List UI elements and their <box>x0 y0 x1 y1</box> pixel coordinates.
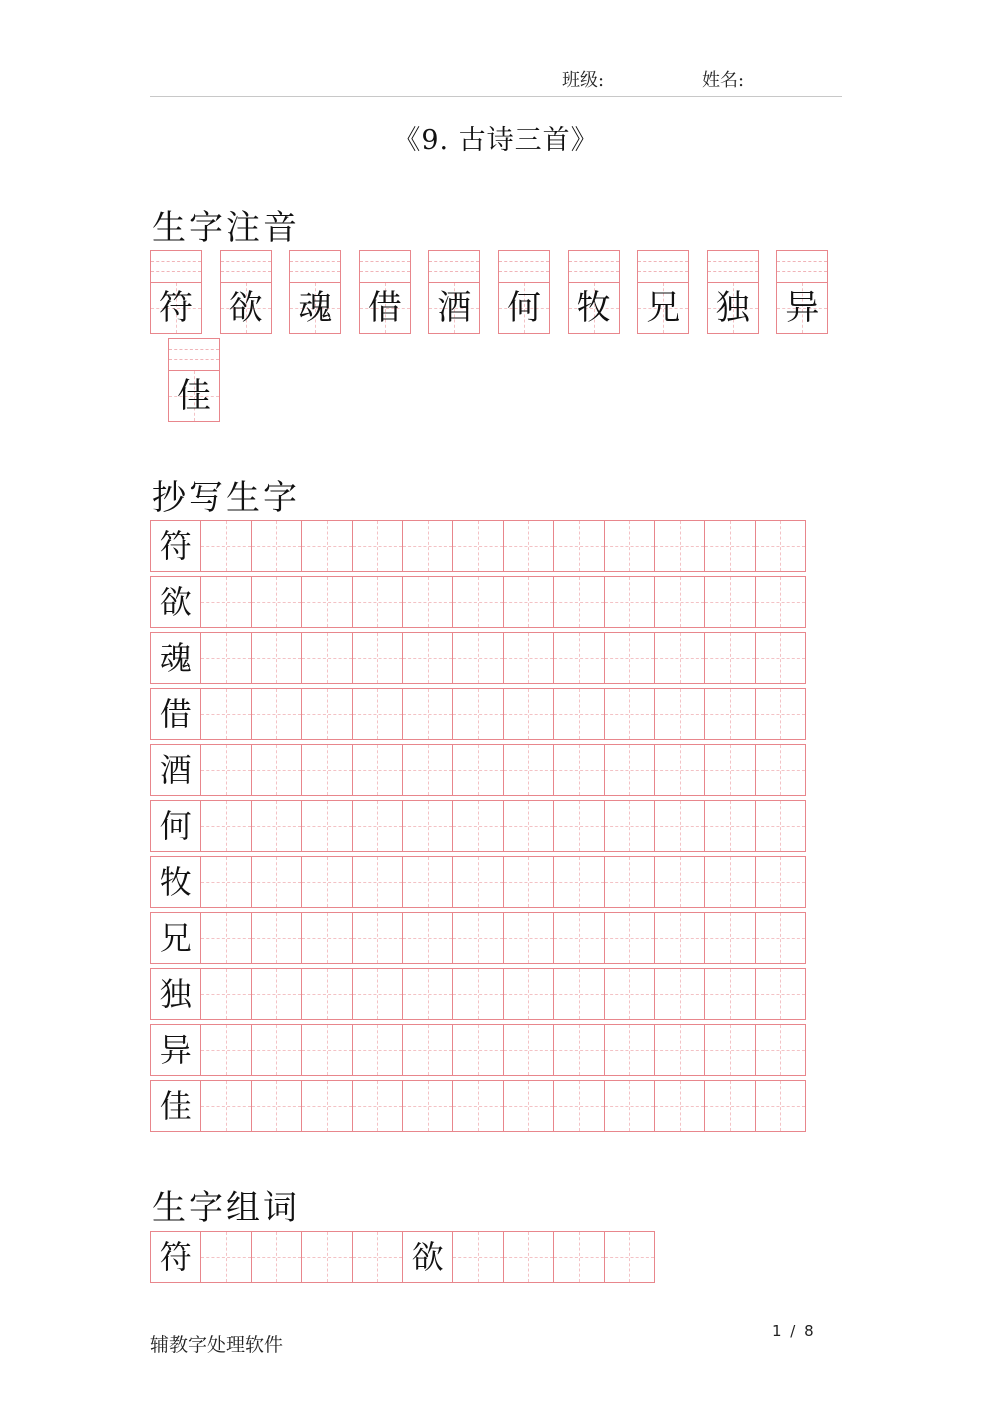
practice-cell[interactable] <box>503 912 554 964</box>
practice-cell[interactable] <box>452 520 503 572</box>
copy-row <box>150 744 806 796</box>
practice-cell[interactable] <box>503 1080 554 1132</box>
practice-cell[interactable] <box>704 800 755 852</box>
section-title-copy: 抄写生字 <box>152 478 300 518</box>
practice-cell[interactable] <box>503 632 554 684</box>
character-text: 借 <box>159 695 192 733</box>
practice-cell[interactable] <box>352 800 403 852</box>
practice-cell[interactable] <box>352 1024 403 1076</box>
pinyin-writing-area[interactable] <box>151 251 201 283</box>
practice-cell[interactable] <box>553 1080 604 1132</box>
pinyin-writing-area[interactable] <box>221 251 271 283</box>
character-text: 酒 <box>159 751 192 789</box>
practice-cell[interactable] <box>604 1231 655 1283</box>
practice-cell[interactable] <box>301 520 352 572</box>
character-box <box>638 283 688 333</box>
copy-row <box>150 520 806 572</box>
practice-cell[interactable] <box>251 856 302 908</box>
model-character-cell <box>150 912 201 964</box>
practice-cell[interactable] <box>704 912 755 964</box>
practice-cell[interactable] <box>654 744 705 796</box>
model-character-cell <box>150 688 201 740</box>
character-text: 兄 <box>159 919 192 957</box>
model-character-cell <box>150 632 201 684</box>
practice-cell[interactable] <box>553 856 604 908</box>
practice-cell[interactable] <box>553 912 604 964</box>
character-text: 佳 <box>159 1087 192 1125</box>
model-character-cell <box>150 1231 201 1283</box>
practice-cell[interactable] <box>604 688 655 740</box>
practice-cell[interactable] <box>604 1080 655 1132</box>
character-text: 符 <box>159 1238 192 1276</box>
section-title-pinyin: 生字注音 <box>152 208 300 248</box>
practice-cell[interactable] <box>704 688 755 740</box>
page-number: 1 / 8 <box>772 1322 816 1340</box>
practice-cell[interactable] <box>251 632 302 684</box>
practice-cell[interactable] <box>704 632 755 684</box>
practice-cell[interactable] <box>200 576 251 628</box>
practice-cell[interactable] <box>755 520 806 572</box>
header-divider <box>150 96 842 97</box>
practice-cell[interactable] <box>755 744 806 796</box>
character-text: 何 <box>507 288 541 328</box>
character-box <box>151 283 201 333</box>
pinyin-writing-area[interactable] <box>429 251 479 283</box>
practice-cell[interactable] <box>654 800 705 852</box>
practice-cell[interactable] <box>755 576 806 628</box>
practice-cell[interactable] <box>553 520 604 572</box>
practice-cell[interactable] <box>654 968 705 1020</box>
character-text: 魂 <box>298 288 333 328</box>
practice-cell[interactable] <box>251 968 302 1020</box>
practice-cell[interactable] <box>452 744 503 796</box>
character-text: 何 <box>159 807 192 845</box>
practice-cell[interactable] <box>301 800 352 852</box>
practice-cell[interactable] <box>402 520 453 572</box>
practice-cell[interactable] <box>402 968 453 1020</box>
practice-cell[interactable] <box>654 1024 705 1076</box>
pinyin-writing-area[interactable] <box>290 251 340 283</box>
practice-cell[interactable] <box>654 576 705 628</box>
practice-cell[interactable] <box>352 688 403 740</box>
model-character-cell <box>150 800 201 852</box>
practice-cell[interactable] <box>402 744 453 796</box>
pinyin-card <box>289 250 341 334</box>
practice-cell[interactable] <box>604 912 655 964</box>
practice-cell[interactable] <box>402 856 453 908</box>
model-character-cell <box>150 744 201 796</box>
pinyin-writing-area[interactable] <box>777 251 827 283</box>
class-label: 班级: <box>562 70 605 91</box>
pinyin-card <box>150 250 202 334</box>
practice-cell[interactable] <box>755 688 806 740</box>
practice-cell[interactable] <box>755 856 806 908</box>
practice-cell[interactable] <box>553 1231 604 1283</box>
practice-cell[interactable] <box>301 1080 352 1132</box>
character-box <box>777 283 827 333</box>
practice-cell[interactable] <box>200 856 251 908</box>
pinyin-card <box>428 250 480 334</box>
practice-cell[interactable] <box>200 800 251 852</box>
practice-cell[interactable] <box>452 688 503 740</box>
practice-cell[interactable] <box>301 576 352 628</box>
practice-cell[interactable] <box>452 632 503 684</box>
practice-cell[interactable] <box>503 576 554 628</box>
practice-cell[interactable] <box>654 856 705 908</box>
practice-cell[interactable] <box>604 968 655 1020</box>
section-title-words: 生字组词 <box>152 1188 300 1228</box>
practice-cell[interactable] <box>200 1080 251 1132</box>
copy-row <box>150 856 806 908</box>
practice-cell[interactable] <box>503 1024 554 1076</box>
practice-cell[interactable] <box>251 1024 302 1076</box>
pinyin-writing-area[interactable] <box>360 251 410 283</box>
page-title: 《9. 古诗三首》 <box>393 125 599 156</box>
practice-cell[interactable] <box>200 744 251 796</box>
copy-row <box>150 968 806 1020</box>
practice-cell[interactable] <box>301 688 352 740</box>
pinyin-card <box>707 250 759 334</box>
practice-cell[interactable] <box>553 576 604 628</box>
practice-cell[interactable] <box>604 800 655 852</box>
practice-cell[interactable] <box>251 912 302 964</box>
practice-cell[interactable] <box>755 1080 806 1132</box>
practice-cell[interactable] <box>452 856 503 908</box>
copy-row <box>150 576 806 628</box>
practice-cell[interactable] <box>200 1024 251 1076</box>
character-text: 佳 <box>177 376 211 416</box>
practice-cell[interactable] <box>402 1080 453 1132</box>
practice-cell[interactable] <box>352 520 403 572</box>
practice-cell[interactable] <box>604 1024 655 1076</box>
practice-cell[interactable] <box>452 576 503 628</box>
character-text: 符 <box>159 288 193 328</box>
model-character-cell <box>150 968 201 1020</box>
practice-cell[interactable] <box>553 688 604 740</box>
character-text: 牧 <box>576 288 611 328</box>
character-text: 借 <box>367 288 402 328</box>
copy-row <box>150 1024 806 1076</box>
character-text: 魂 <box>159 639 192 677</box>
practice-cell[interactable] <box>503 688 554 740</box>
practice-cell[interactable] <box>604 856 655 908</box>
practice-cell[interactable] <box>251 576 302 628</box>
practice-cell[interactable] <box>503 968 554 1020</box>
practice-cell[interactable] <box>452 968 503 1020</box>
practice-cell[interactable] <box>352 912 403 964</box>
practice-cell[interactable] <box>200 520 251 572</box>
practice-cell[interactable] <box>402 688 453 740</box>
copy-row <box>150 912 806 964</box>
practice-cell[interactable] <box>654 1080 705 1132</box>
practice-cell[interactable] <box>352 1080 403 1132</box>
practice-cell[interactable] <box>251 800 302 852</box>
practice-cell[interactable] <box>704 1080 755 1132</box>
practice-cell[interactable] <box>503 856 554 908</box>
character-box <box>569 283 619 333</box>
practice-cell[interactable] <box>704 968 755 1020</box>
practice-cell[interactable] <box>704 520 755 572</box>
pinyin-card <box>776 250 828 334</box>
copy-row <box>150 800 806 852</box>
pinyin-card <box>359 250 411 334</box>
practice-cell[interactable] <box>503 744 554 796</box>
practice-cell[interactable] <box>553 800 604 852</box>
model-character-cell <box>150 520 201 572</box>
character-box <box>429 283 479 333</box>
copy-row <box>150 1080 806 1132</box>
footer-brand: 辅教字处理软件 <box>150 1334 284 1356</box>
character-box <box>290 283 340 333</box>
model-character-cell <box>150 1024 201 1076</box>
practice-cell[interactable] <box>704 576 755 628</box>
pinyin-card <box>498 250 550 334</box>
practice-cell[interactable] <box>251 520 302 572</box>
practice-cell[interactable] <box>755 912 806 964</box>
practice-cell[interactable] <box>352 632 403 684</box>
practice-cell[interactable] <box>452 1024 503 1076</box>
practice-cell[interactable] <box>402 1024 453 1076</box>
character-text: 符 <box>159 527 192 565</box>
character-box <box>360 283 410 333</box>
model-character-cell <box>150 856 201 908</box>
practice-cell[interactable] <box>301 856 352 908</box>
practice-cell[interactable] <box>200 1231 251 1283</box>
practice-cell[interactable] <box>452 912 503 964</box>
practice-cell[interactable] <box>604 520 655 572</box>
character-text: 异 <box>159 1031 192 1069</box>
copy-row <box>150 688 806 740</box>
character-box <box>708 283 758 333</box>
practice-cell[interactable] <box>352 856 403 908</box>
practice-cell[interactable] <box>301 1231 352 1283</box>
practice-cell[interactable] <box>352 1231 403 1283</box>
copy-row <box>150 632 806 684</box>
name-label: 姓名: <box>702 70 745 91</box>
practice-cell[interactable] <box>352 576 403 628</box>
model-character-cell <box>402 1231 453 1283</box>
practice-cell[interactable] <box>251 688 302 740</box>
character-text: 独 <box>159 975 192 1013</box>
practice-cell[interactable] <box>402 800 453 852</box>
practice-cell[interactable] <box>553 632 604 684</box>
character-text: 独 <box>715 288 750 328</box>
pinyin-card <box>168 338 220 422</box>
model-character-cell <box>150 1080 201 1132</box>
practice-cell[interactable] <box>301 968 352 1020</box>
character-text: 兄 <box>646 288 681 328</box>
practice-cell[interactable] <box>452 1080 503 1132</box>
practice-cell[interactable] <box>553 1024 604 1076</box>
practice-cell[interactable] <box>200 632 251 684</box>
character-text: 牧 <box>159 863 192 901</box>
practice-cell[interactable] <box>503 1231 554 1283</box>
practice-cell[interactable] <box>704 744 755 796</box>
practice-cell[interactable] <box>503 520 554 572</box>
practice-cell[interactable] <box>604 632 655 684</box>
character-box <box>499 283 549 333</box>
practice-cell[interactable] <box>200 688 251 740</box>
practice-cell[interactable] <box>251 1080 302 1132</box>
practice-cell[interactable] <box>503 800 554 852</box>
practice-cell[interactable] <box>755 968 806 1020</box>
character-text: 欲 <box>411 1238 444 1276</box>
character-text: 异 <box>785 288 820 328</box>
practice-cell[interactable] <box>654 912 705 964</box>
character-text: 欲 <box>159 583 192 621</box>
pinyin-writing-area[interactable] <box>169 339 219 371</box>
practice-cell[interactable] <box>704 856 755 908</box>
practice-cell[interactable] <box>402 912 453 964</box>
character-box <box>169 371 219 421</box>
practice-cell[interactable] <box>251 744 302 796</box>
practice-cell[interactable] <box>301 744 352 796</box>
model-character-cell <box>150 576 201 628</box>
practice-cell[interactable] <box>704 1024 755 1076</box>
practice-cell[interactable] <box>553 744 604 796</box>
pinyin-writing-area[interactable] <box>638 251 688 283</box>
practice-cell[interactable] <box>251 1231 302 1283</box>
practice-cell[interactable] <box>654 688 705 740</box>
practice-cell[interactable] <box>654 520 705 572</box>
practice-cell[interactable] <box>200 968 251 1020</box>
pinyin-card <box>568 250 620 334</box>
practice-cell[interactable] <box>604 576 655 628</box>
practice-cell[interactable] <box>301 632 352 684</box>
character-text: 酒 <box>437 288 472 328</box>
practice-cell[interactable] <box>402 632 453 684</box>
practice-cell[interactable] <box>755 1024 806 1076</box>
practice-cell[interactable] <box>452 800 503 852</box>
character-box <box>221 283 271 333</box>
practice-cell[interactable] <box>654 632 705 684</box>
pinyin-writing-area[interactable] <box>499 251 549 283</box>
practice-cell[interactable] <box>402 576 453 628</box>
pinyin-writing-area[interactable] <box>569 251 619 283</box>
practice-cell[interactable] <box>301 912 352 964</box>
pinyin-writing-area[interactable] <box>708 251 758 283</box>
pinyin-card <box>637 250 689 334</box>
practice-cell[interactable] <box>604 744 655 796</box>
practice-cell[interactable] <box>755 632 806 684</box>
practice-cell[interactable] <box>200 912 251 964</box>
practice-cell[interactable] <box>301 1024 352 1076</box>
practice-cell[interactable] <box>452 1231 503 1283</box>
pinyin-card <box>220 250 272 334</box>
practice-cell[interactable] <box>352 744 403 796</box>
practice-cell[interactable] <box>553 968 604 1020</box>
practice-cell[interactable] <box>352 968 403 1020</box>
word-row <box>150 1231 655 1283</box>
character-text: 欲 <box>228 288 263 328</box>
practice-cell[interactable] <box>755 800 806 852</box>
